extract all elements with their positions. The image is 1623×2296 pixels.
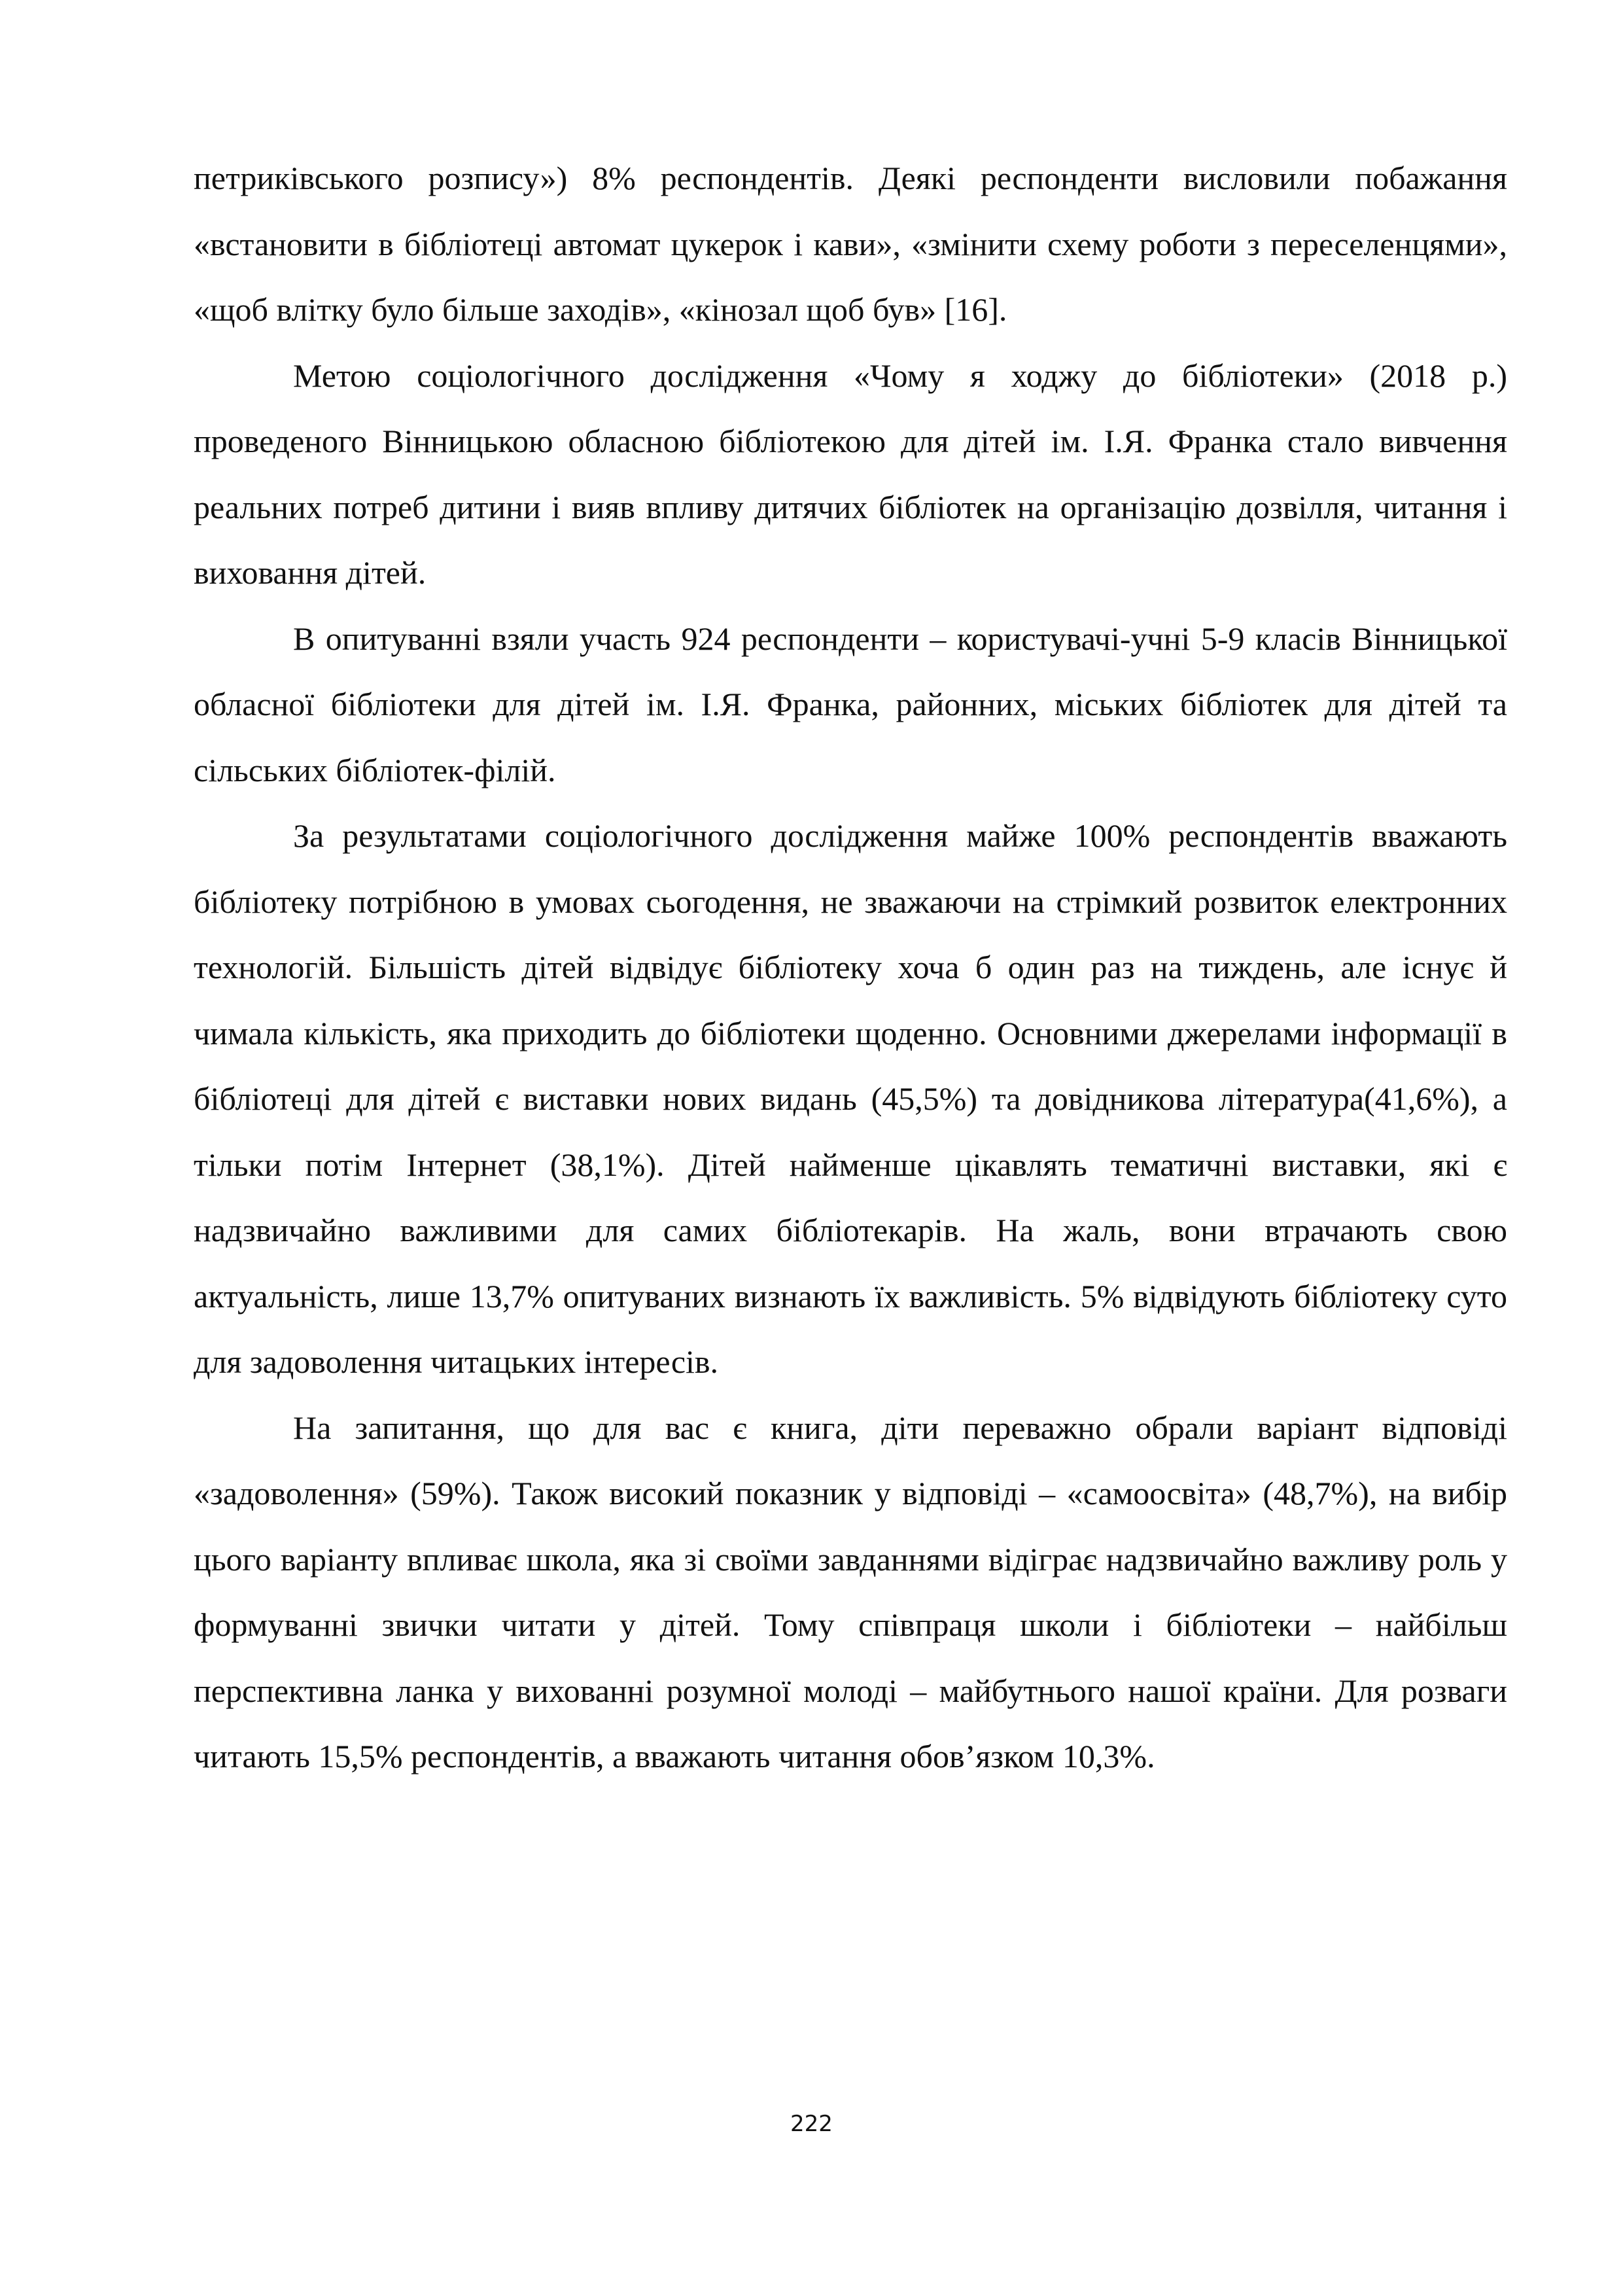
page-number: 222 xyxy=(790,2111,833,2137)
paragraph-respondents: В опитуванні взяли участь 924 респонденти – користувачі-учні 5-9 класів Вінницької обласної бібліотеки для дітей ім. І.Я. Франка, районних, міських бібліотек для дітей та сільських бібліотек-філій. xyxy=(194,620,1507,788)
body-text xyxy=(194,145,1507,1790)
paragraph-continuation: петриківського розпису») 8% респондентів. Деякі респонденти висловили побажання «встановити в бібліотеці автомат цукерок і кави», «змінити схему роботи з переселенцями», «щоб влітку було більше заходів», «кінозал щоб був» [16]. xyxy=(194,160,1507,328)
paragraph-study-goal: Метою соціологічного дослідження «Чому я ходжу до бібліотеки» (2018 р.) проведеного Вінницькою обласною бібліотекою для дітей ім. І.Я. Франка стало вивчення реальних потреб дитини і вияв впливу дитячих бібліотек на організацію дозвілля, читання і виховання дітей. xyxy=(194,357,1507,591)
paragraph-results: За результатами соціологічного дослідження майже 100% респондентів вважають бібліотеку потрібною в умовах сьогодення, не зважаючи на стрімкий розвиток електронних технологій. Більшість дітей відвідує бібліотеку хоча б один раз на тиждень, але існує й чимала кількість, яка приходить до бібліотеки щоденно. Основними джерелами інформації в бібліотеці для дітей є виставки нових видань (45,5%) та довідникова література(41,6%), а тільки потім Інтернет (38,1%). Дітей найменше цікавлять тематичні виставки, які є надзвичайно важливими для самих бібліотекарів. На жаль, вони втрачають свою актуальність, лише 13,7% опитуваних визнають їх важливість. 5% відвідують бібліотеку суто для задоволення читацьких інтересів. xyxy=(194,817,1507,1380)
paragraph-book-meaning: На запитання, що для вас є книга, діти переважно обрали варіант відповіді «задоволення» (59%). Також високий показник у відповіді – «самоосвіта» (48,7%), на вибір цього варіанту впливає школа, яка зі своїми завданнями відіграє надзвичайно важливу роль у формуванні звички читати у дітей. Тому співпраця школи і бібліотеки – найбільш перспективна ланка у вихованні розумної молоді – майбутнього нашої країни. Для розваги читають 15,5% респондентів, а вважають читання обов’язком 10,3%. xyxy=(194,1409,1507,1775)
